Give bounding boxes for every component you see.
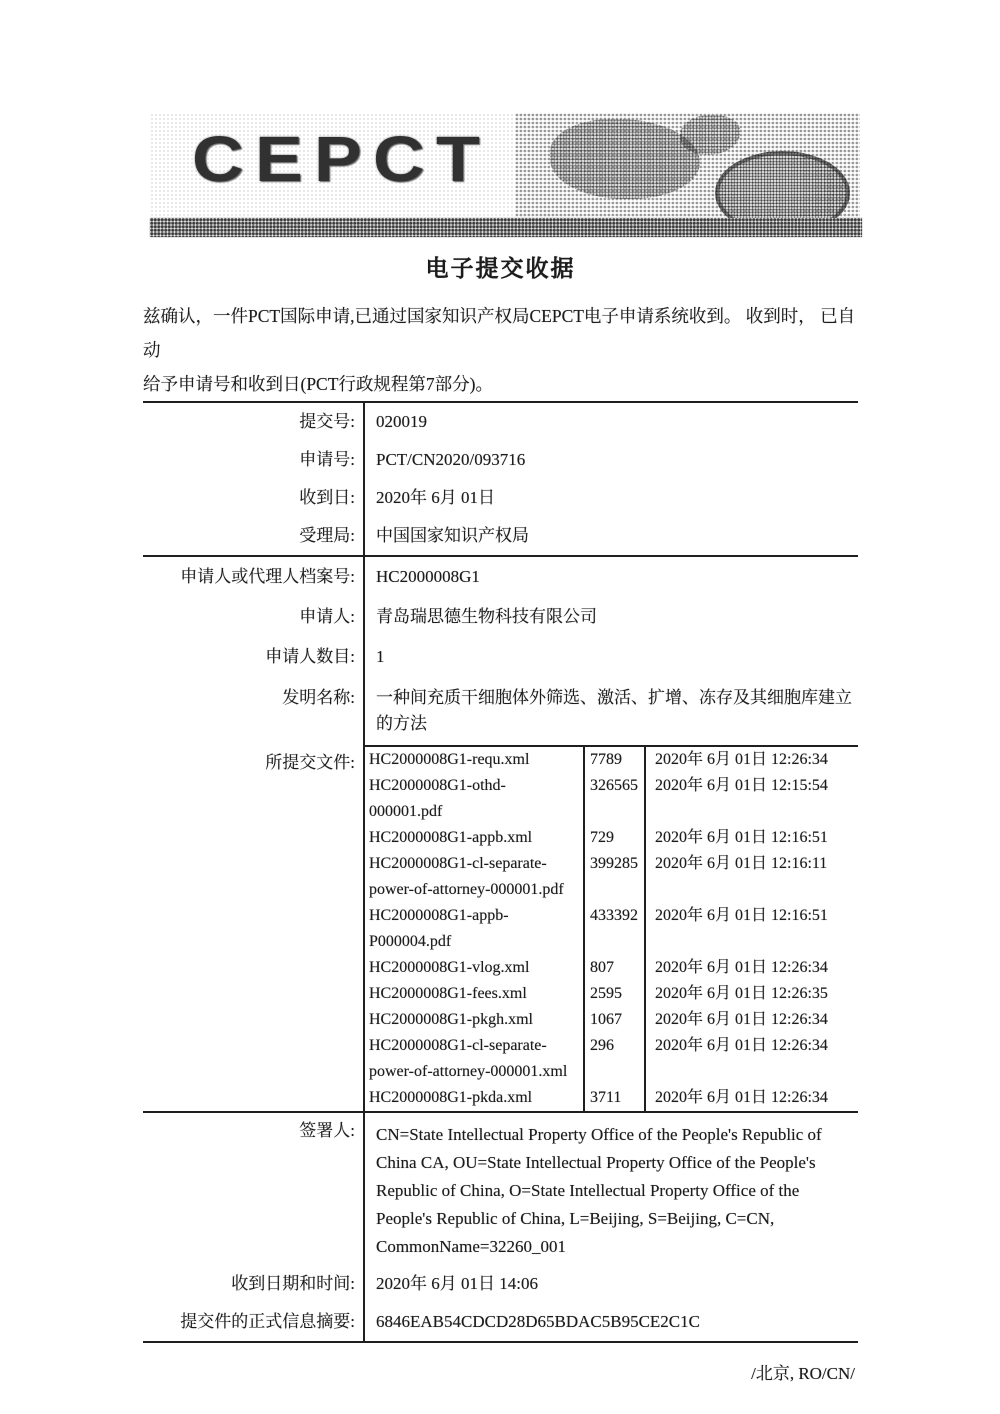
file-timestamp: 2020年 6月 01日 12:26:34 <box>655 1011 828 1028</box>
signer-label: 签署人: <box>299 1121 355 1140</box>
row-submission-number <box>143 403 858 441</box>
file-row <box>365 1033 858 1085</box>
logo-halftone-strip <box>150 218 862 237</box>
receipt-table <box>143 401 858 1343</box>
submitted-files-table <box>365 745 858 1111</box>
file-size: 399285 <box>584 851 645 903</box>
file-name: HC2000008G1-pkda.xml <box>365 1085 584 1111</box>
file-size: 807 <box>584 955 645 981</box>
applicant-count-value: 1 <box>364 637 858 677</box>
signer-value <box>364 1113 858 1265</box>
receiving-office-footer: /北京, RO/CN/ <box>751 1364 855 1383</box>
signer-line: Republic of China, O=State Intellectual Property Office of the <box>376 1181 800 1200</box>
row-applicant-count <box>143 637 858 677</box>
file-row <box>365 746 858 773</box>
file-timestamp: 2020年 6月 01日 12:16:51 <box>655 907 828 924</box>
file-timestamp: 2020年 6月 01日 12:26:34 <box>655 1037 828 1054</box>
file-name: HC2000008G1-appb.xml <box>365 825 584 851</box>
row-application-number <box>143 441 858 479</box>
row-signer <box>143 1113 858 1265</box>
file-size: 296 <box>584 1033 645 1085</box>
cepct-logo-text: CEPCT <box>192 123 491 195</box>
file-timestamp: 2020年 6月 01日 12:26:34 <box>655 959 828 976</box>
file-timestamp: 2020年 6月 01日 12:26:34 <box>655 1089 828 1106</box>
file-name: HC2000008G1-appb-P000004.pdf <box>365 903 584 955</box>
file-row <box>365 1085 858 1111</box>
confirmation-line-2: 给予申请号和收到日(PCT行政规程第7部分)。 <box>143 374 493 394</box>
file-row <box>365 1007 858 1033</box>
file-row <box>365 903 858 955</box>
file-size: 1067 <box>584 1007 645 1033</box>
digest-label: 提交件的正式信息摘要: <box>180 1312 355 1331</box>
file-timestamp: 2020年 6月 01日 12:16:11 <box>655 855 828 872</box>
invention-title-label: 发明名称: <box>282 688 355 707</box>
row-applicant <box>143 597 858 637</box>
section-signature <box>143 1113 858 1343</box>
received-datetime-value: 2020年 6月 01日 14:06 <box>364 1265 858 1303</box>
file-row <box>365 851 858 903</box>
file-name: HC2000008G1-vlog.xml <box>365 955 584 981</box>
application-number-label: 申请号: <box>299 450 355 469</box>
file-size: 729 <box>584 825 645 851</box>
submission-number-value: 020019 <box>364 403 858 441</box>
file-timestamp: 2020年 6月 01日 12:26:34 <box>655 751 828 768</box>
signer-line: CommonName=32260_001 <box>376 1237 566 1256</box>
file-reference-label: 申请人或代理人档案号: <box>180 567 355 586</box>
receipt-date-label: 收到日: <box>299 488 355 507</box>
file-timestamp: 2020年 6月 01日 12:15:54 <box>655 777 828 794</box>
row-digest <box>143 1303 858 1342</box>
file-reference-value: HC2000008G1 <box>364 557 858 597</box>
receiving-office-label: 受理局: <box>299 526 355 545</box>
file-size: 3711 <box>584 1085 645 1111</box>
applicant-count-label: 申请人数目: <box>265 647 355 666</box>
file-name: HC2000008G1-othd-000001.pdf <box>365 773 584 825</box>
section-application-identifiers <box>143 403 858 557</box>
receiving-office-value: 中国国家知识产权局 <box>364 517 858 556</box>
row-submitted-files <box>143 745 858 1112</box>
application-number-value: PCT/CN2020/093716 <box>364 441 858 479</box>
file-name: HC2000008G1-cl-separate-power-of-attorney-000001.pdf <box>365 851 584 903</box>
file-row <box>365 773 858 825</box>
receipt-date-value: 2020年 6月 01日 <box>364 479 858 517</box>
submitted-files-label: 所提交文件: <box>265 753 355 772</box>
file-row <box>365 955 858 981</box>
file-name: HC2000008G1-fees.xml <box>365 981 584 1007</box>
digest-value: 6846EAB54CDCD28D65BDAC5B95CE2C1C <box>364 1303 858 1342</box>
row-receiving-office <box>143 517 858 556</box>
section-applicant-and-files <box>143 557 858 1113</box>
file-row <box>365 981 858 1007</box>
confirmation-line-1: 兹确认，一件PCT国际申请,已通过国家知识产权局CEPCT电子申请系统收到。 收到时， 已自动 <box>143 306 856 360</box>
signer-line: China CA, OU=State Intellectual Property Office of the People's <box>376 1153 816 1172</box>
submission-number-label: 提交号: <box>299 412 355 431</box>
row-received-datetime <box>143 1265 858 1303</box>
file-timestamp: 2020年 6月 01日 12:16:51 <box>655 829 828 846</box>
signer-line: CN=State Intellectual Property Office of the People's Republic of <box>376 1125 822 1144</box>
applicant-value: 青岛瑞思德生物科技有限公司 <box>364 597 858 637</box>
file-size: 7789 <box>584 746 645 773</box>
confirmation-paragraph <box>143 299 858 401</box>
file-timestamp: 2020年 6月 01日 12:26:35 <box>655 985 828 1002</box>
row-receipt-date <box>143 479 858 517</box>
signer-line: People's Republic of China, L=Beijing, S=Beijing, C=CN, <box>376 1209 775 1228</box>
file-name: HC2000008G1-cl-separate-power-of-attorney-000001.xml <box>365 1033 584 1085</box>
file-size: 433392 <box>584 903 645 955</box>
invention-title-value: 一种间充质干细胞体外筛选、激活、扩增、冻存及其细胞库建立的方法 <box>364 677 858 745</box>
row-file-reference <box>143 557 858 597</box>
submitted-files-cell <box>364 745 858 1112</box>
file-size: 326565 <box>584 773 645 825</box>
file-name: HC2000008G1-requ.xml <box>365 746 584 773</box>
file-row <box>365 825 858 851</box>
applicant-label: 申请人: <box>299 607 355 626</box>
page-title: 电子提交收据 <box>425 256 576 281</box>
received-datetime-label: 收到日期和时间: <box>231 1274 355 1293</box>
file-size: 2595 <box>584 981 645 1007</box>
file-name: HC2000008G1-pkgh.xml <box>365 1007 584 1033</box>
row-invention-title <box>143 677 858 745</box>
